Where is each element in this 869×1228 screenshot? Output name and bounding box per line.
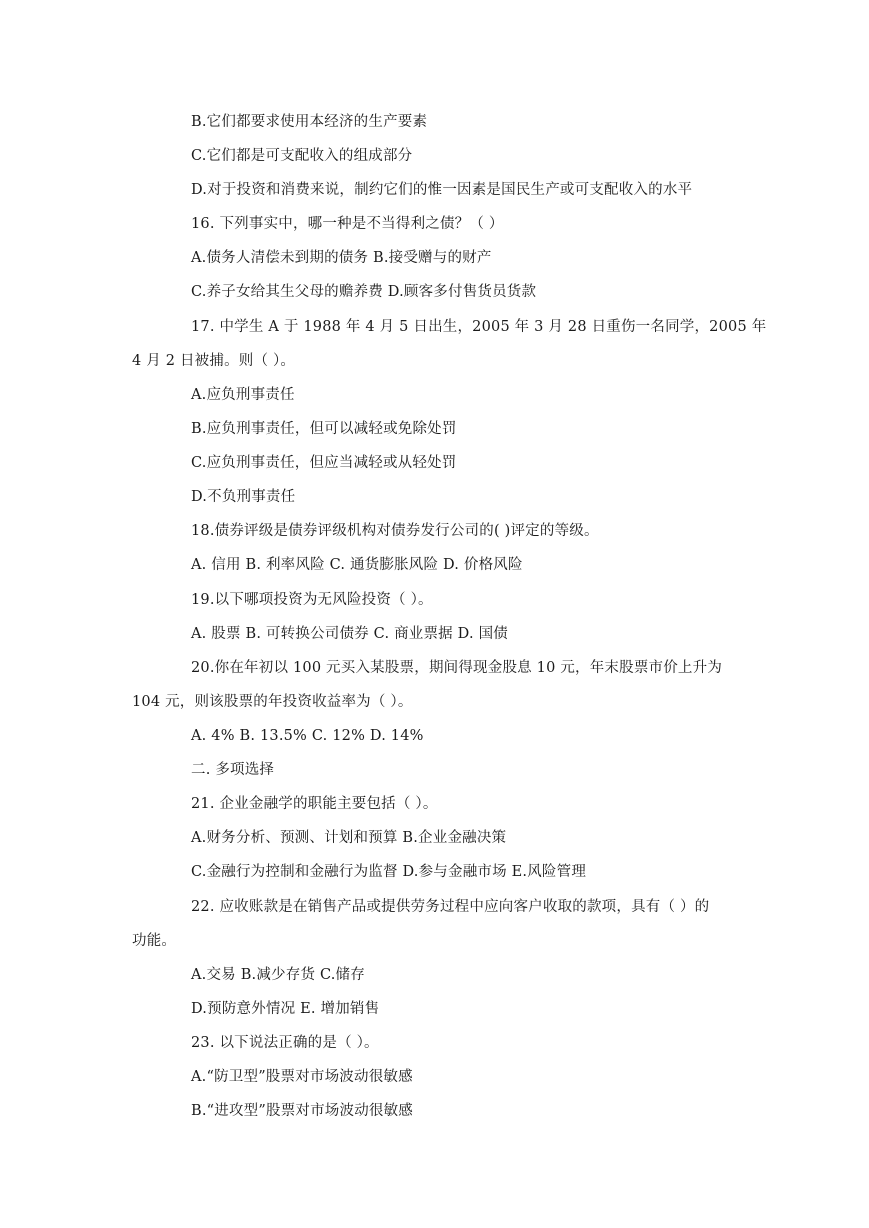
question-18: 18.债券评级是债券评级机构对债券发行公司的( )评定的等级。 bbox=[191, 523, 599, 539]
option-line: C.它们都是可支配收入的组成部分 bbox=[191, 148, 413, 164]
option-line: A.“防卫型”股票对市场波动很敏感 bbox=[191, 1069, 413, 1085]
option-line: C.应负刑事责任，但应当减轻或从轻处罚 bbox=[191, 455, 457, 471]
option-line: A. 股票 B. 可转换公司债券 C. 商业票据 D. 国债 bbox=[191, 626, 509, 642]
question-21: 21. 企业金融学的职能主要包括（ ）。 bbox=[191, 796, 438, 812]
option-line: B.应负刑事责任，但可以减轻或免除处罚 bbox=[191, 421, 457, 437]
option-line: C.养子女给其生父母的赡养费 D.顾客多付售货员货款 bbox=[191, 284, 537, 300]
question-23: 23. 以下说法正确的是（ ）。 bbox=[191, 1035, 379, 1051]
question-19: 19.以下哪项投资为无风险投资（ ）。 bbox=[191, 592, 433, 608]
option-line: D.对于投资和消费来说，制约它们的惟一因素是国民生产或可支配收入的水平 bbox=[191, 182, 693, 198]
option-line: D.预防意外情况 E. 增加销售 bbox=[191, 1001, 380, 1017]
option-line: A.应负刑事责任 bbox=[191, 387, 295, 403]
option-line: A. 信用 B. 利率风险 C. 通货膨胀风险 D. 价格风险 bbox=[191, 557, 523, 573]
option-line: A. 4% B. 13.5% C. 12% D. 14% bbox=[191, 728, 424, 744]
option-line: D.不负刑事责任 bbox=[191, 489, 296, 505]
section-heading: 二. 多项选择 bbox=[191, 762, 275, 778]
question-22-continuation: 功能。 bbox=[132, 933, 177, 949]
question-17-continuation: 4 月 2 日被捕。则（ ）。 bbox=[132, 353, 296, 369]
question-20-continuation: 104 元，则该股票的年投资收益率为（ ）。 bbox=[132, 694, 413, 710]
option-line: C.金融行为控制和金融行为监督 D.参与金融市场 E.风险管理 bbox=[191, 864, 587, 880]
option-line: A.财务分析、预测、计划和预算 B.企业金融决策 bbox=[191, 830, 507, 846]
option-line: A.债务人清偿未到期的债务 B.接受赠与的财产 bbox=[191, 250, 492, 266]
option-line: B.“进攻型”股票对市场波动很敏感 bbox=[191, 1103, 413, 1119]
question-20: 20.你在年初以 100 元买入某股票，期间得现金股息 10 元，年末股票市价上升为 bbox=[191, 660, 723, 676]
question-22: 22. 应收账款是在销售产品或提供劳务过程中应向客户收取的款项，具有（ ）的 bbox=[191, 899, 710, 915]
question-17: 17. 中学生 A 于 1988 年 4 月 5 日出生，2005 年 3 月 28 日重伤一名同学，2005 年 bbox=[191, 319, 767, 335]
option-line: B.它们都要求使用本经济的生产要素 bbox=[191, 114, 428, 130]
option-line: A.交易 B.减少存货 C.储存 bbox=[191, 967, 365, 983]
question-16: 16. 下列事实中，哪一种是不当得利之债？（ ） bbox=[191, 216, 504, 232]
